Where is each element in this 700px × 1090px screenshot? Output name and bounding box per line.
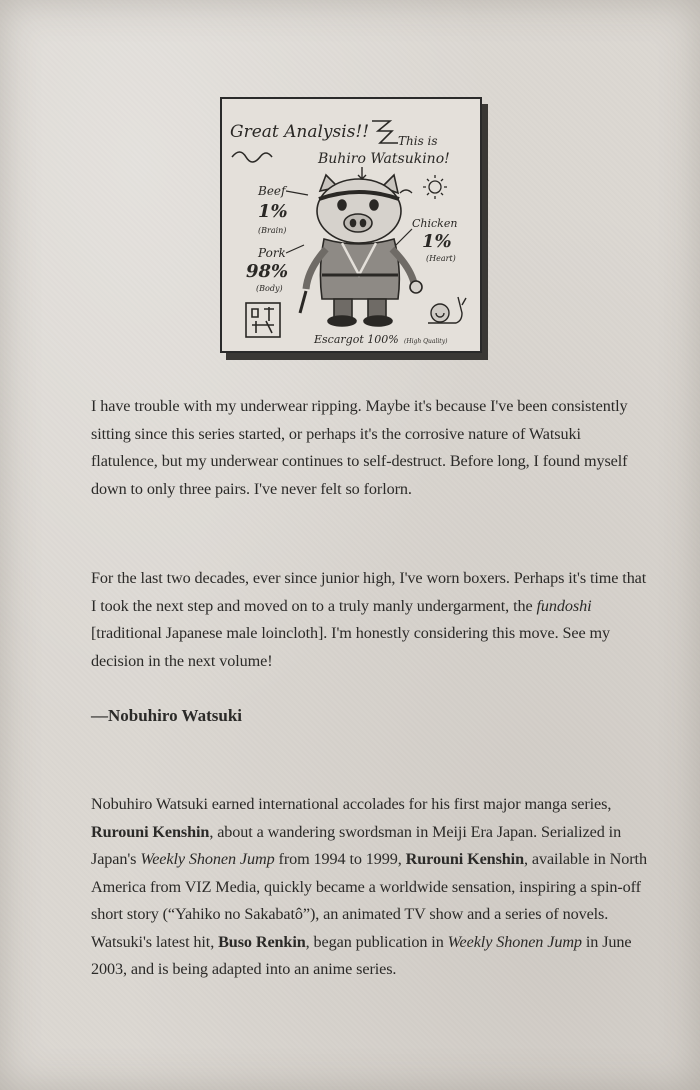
label-chicken: Chicken xyxy=(412,217,458,230)
author-signature: —Nobuhiro Watsuki xyxy=(91,706,243,725)
seal-stamp-icon xyxy=(246,303,280,337)
beef-note: (Brain) xyxy=(258,226,287,235)
illustration-title-1: Great Analysis!! xyxy=(230,122,370,142)
sun-icon xyxy=(400,175,447,199)
chicken-percent: 1% xyxy=(422,231,452,252)
bio-magazine-title-2: Weekly Shonen Jump xyxy=(447,932,582,951)
paragraph-underwear: I have trouble with my underwear ripping. Maybe it's because I've been consistently sitting since this series started, or perhaps it's the corrosive nature of Watsuki flatulence, but my underwear continues to self-destruct. Before long, I found myself down to only three pairs. I've never felt so forlorn. xyxy=(91,397,628,498)
label-pork: Pork xyxy=(258,246,286,260)
pig-character xyxy=(300,175,422,326)
pork-note: (Body) xyxy=(256,284,283,293)
pork-percent: 98% xyxy=(246,261,289,282)
paragraph-boxers-text-1: For the last two decades, ever since junior high, I've worn boxers. Perhaps it's time that I took the next step and moved on to a truly manly undergarment, the xyxy=(91,569,647,615)
bio-text-5: , began publication in xyxy=(305,932,448,951)
bio-series-title-2: Rurouni Kenshin xyxy=(405,850,524,868)
escargot-note: (High Quality) xyxy=(404,338,448,345)
pig-mascot-drawing xyxy=(222,99,480,351)
bio-text-6: in June 2003, and is being adapted into an anime series. xyxy=(91,932,632,978)
bio-text-4: , available in North America from VIZ Media, quickly became a worldwide sensation, inspiring a spin-off short story (“Yahiko no Sakabatô”), an animated TV show and a series of novels. Watsuki's latest hit, xyxy=(91,850,647,951)
chicken-note: (Heart) xyxy=(426,254,456,263)
illustration-title-3: Buhiro Watsukino! xyxy=(318,151,450,167)
bio-magazine-title-1: Weekly Shonen Jump xyxy=(140,850,275,868)
escargot-label: Escargot 100% xyxy=(314,333,399,346)
bio-text-1: Nobuhiro Watsuki earned international accolades for his first major manga series, xyxy=(91,795,612,813)
bio-text-2: , about a wandering swordsman in Meiji Era Japan. Serialized in Japan's xyxy=(91,822,622,868)
beef-percent: 1% xyxy=(258,201,288,222)
snail-icon xyxy=(428,297,466,323)
paragraph-boxers-text-2: [traditional Japanese male loincloth]. I'm honestly considering this move. See my decision in the next volume! xyxy=(91,624,610,670)
fundoshi-term: fundoshi xyxy=(536,596,592,615)
bio-series-title-1: Rurouni Kenshin xyxy=(91,822,210,841)
author-bio xyxy=(91,791,651,984)
bio-text-3: from 1994 to 1999, xyxy=(274,850,406,868)
illustration-title-2: This is xyxy=(398,134,438,148)
label-beef: Beef xyxy=(258,184,286,198)
author-illustration xyxy=(220,97,482,353)
paragraph-boxers xyxy=(91,565,651,675)
bio-series-title-3: Buso Renkin xyxy=(218,932,306,951)
